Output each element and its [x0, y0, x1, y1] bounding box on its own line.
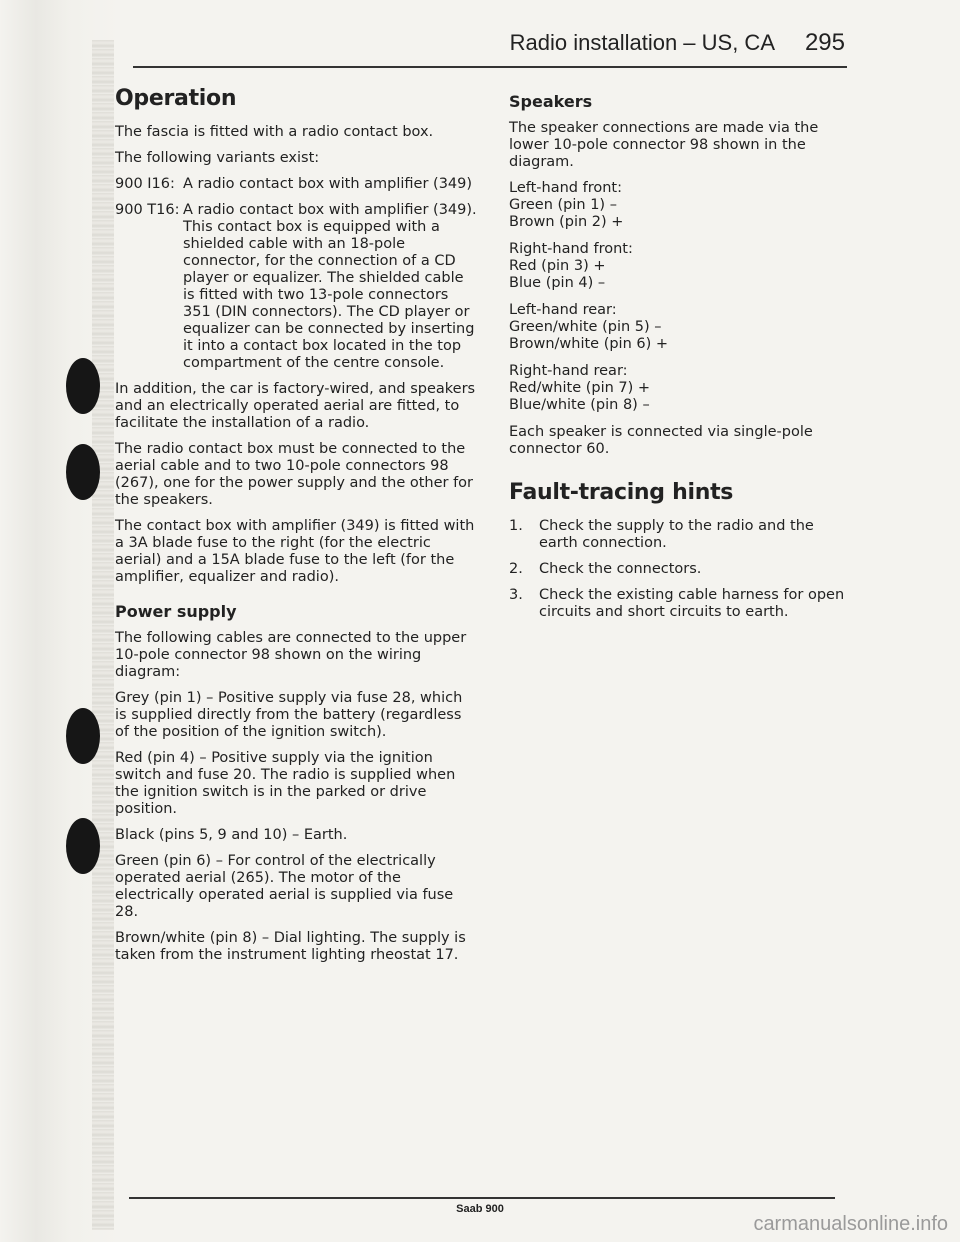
variant-item	[115, 202, 477, 372]
page-header	[133, 30, 847, 68]
paragraph: Each speaker is connected via single-pole connector 60.	[509, 424, 813, 457]
speaker-wire: Green/white (pin 5) –	[509, 319, 662, 335]
page-number: 295	[804, 29, 845, 56]
paragraph: The speaker connections are made via the lower 10-pole connector 98 shown in the diagram.	[509, 120, 819, 170]
footer-rule	[129, 1197, 835, 1199]
speaker-group-label: Right-hand rear:	[509, 363, 628, 379]
paragraph: Red (pin 4) – Positive supply via the ignition switch and fuse 20. The radio is supplied when the ignition switch is in the parked or drive position.	[115, 750, 456, 817]
speaker-group-label: Left-hand front:	[509, 180, 622, 196]
power-supply-heading: Power supply	[115, 602, 237, 621]
speaker-group-label: Left-hand rear:	[509, 302, 617, 318]
speaker-group	[509, 302, 854, 353]
page-binding-edge	[0, 0, 120, 1242]
page-title: Radio installation – US, CA	[509, 30, 775, 55]
punch-hole	[66, 444, 100, 500]
fault-tracing-heading: Fault-tracing hints	[509, 480, 734, 505]
paragraph: The following cables are connected to the upper 10-pole connector 98 shown on the wiring diagram:	[115, 630, 467, 680]
paragraph: The contact box with amplifier (349) is fitted with a 3A blade fuse to the right (for the electric aerial) and a 15A blade fuse to the left (for the amplifier, equalizer and radio).	[115, 518, 475, 585]
operation-heading: Operation	[115, 86, 237, 111]
paragraph: The fascia is fitted with a radio contact box.	[115, 124, 434, 140]
speaker-wire: Red/white (pin 7) +	[509, 380, 651, 396]
step-number: 2.	[509, 561, 523, 577]
paragraph: Black (pins 5, 9 and 10) – Earth.	[115, 827, 348, 843]
speaker-group	[509, 241, 854, 292]
speaker-wire: Brown (pin 2) +	[509, 214, 624, 230]
punch-hole	[66, 818, 100, 874]
list-item	[509, 561, 854, 578]
step-text: Check the supply to the radio and the earth connection.	[539, 518, 814, 551]
right-column	[509, 92, 854, 630]
variant-description: A radio contact box with amplifier (349). This contact box is equipped with a shielded cable with an 18-pole connector, for the connection of a CD player or equalizer. The shielded cable is fitted with two 13-pole connectors 351 (DIN connectors). The CD player or equalizer can be connected by inserting it into a contact box located in the top compartment of the centre console.	[183, 202, 477, 371]
step-number: 3.	[509, 587, 523, 603]
list-item	[509, 518, 854, 552]
step-text: Check the existing cable harness for open circuits and short circuits to earth.	[539, 587, 845, 620]
speaker-group	[509, 363, 854, 414]
list-item	[509, 587, 854, 621]
punch-hole	[66, 708, 100, 764]
footer-model: Saab 900	[456, 1203, 504, 1215]
variant-description: A radio contact box with amplifier (349)	[183, 176, 473, 192]
paragraph: Brown/white (pin 8) – Dial lighting. The supply is taken from the instrument lighting rheostat 17.	[115, 930, 466, 963]
paragraph: Grey (pin 1) – Positive supply via fuse 28, which is supplied directly from the battery (regardless of the position of the ignition switch).	[115, 690, 463, 740]
paragraph: In addition, the car is factory-wired, and speakers and an electrically operated aerial are fitted, to facilitate the installation of a radio.	[115, 381, 476, 431]
speaker-wire: Red (pin 3) +	[509, 258, 606, 274]
step-number: 1.	[509, 518, 523, 534]
speaker-group	[509, 180, 854, 231]
paragraph: The following variants exist:	[115, 150, 320, 166]
fault-tracing-steps	[509, 518, 854, 621]
paragraph: Green (pin 6) – For control of the electrically operated aerial (265). The motor of the electrically operated aerial is supplied via fuse 28.	[115, 853, 454, 920]
speaker-wire: Brown/white (pin 6) +	[509, 336, 669, 352]
variant-code: 900 T16:	[115, 202, 180, 218]
speaker-group-label: Right-hand front:	[509, 241, 633, 257]
step-text: Check the connectors.	[539, 561, 702, 577]
speakers-heading: Speakers	[509, 92, 593, 111]
variant-item	[115, 176, 477, 193]
speaker-wire: Blue (pin 4) –	[509, 275, 606, 291]
speaker-wire: Green (pin 1) –	[509, 197, 617, 213]
binding-strip	[92, 40, 114, 1230]
left-column	[115, 86, 477, 973]
variant-code: 900 I16:	[115, 176, 175, 192]
speaker-wire: Blue/white (pin 8) –	[509, 397, 650, 413]
paragraph: The radio contact box must be connected to the aerial cable and to two 10-pole connectors 98 (267), one for the power supply and the other for the speakers.	[115, 441, 474, 508]
watermark: carmanualsonline.info	[753, 1213, 948, 1235]
punch-hole	[66, 358, 100, 414]
